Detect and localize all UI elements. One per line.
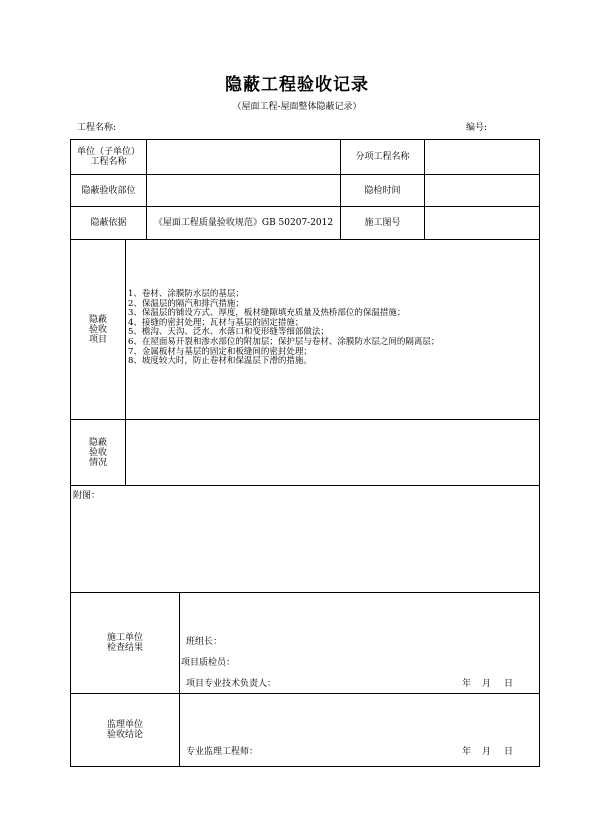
items-label: 隐蔽 验收 项目 [88, 315, 107, 345]
construction-label-line2: 检查结果 [106, 643, 143, 653]
unit-label-line1: 单位（子单位） [76, 147, 140, 157]
list-item: 7、金属板材与基层的固定和板缝间的密封处理； [128, 346, 312, 357]
date-month: 月 [482, 679, 492, 689]
row-divider [70, 239, 540, 240]
basis-value: 《屋面工程质量验收规范》GB 50207-2012 [153, 218, 334, 228]
column-divider [424, 139, 425, 239]
serial-number-label: 编号: [466, 123, 488, 133]
unit-label-line2: 工程名称 [90, 157, 127, 167]
construction-label-line1: 施工单位 [106, 633, 143, 643]
page-subtitle: （屋面工程-屋面整体隐蔽记录） [232, 102, 362, 112]
date-year: 年 [462, 679, 472, 689]
supervision-label-line1: 监理单位 [106, 720, 143, 730]
hidden-dept-label: 隐蔽验收部位 [81, 185, 136, 196]
supervisor-label: 专业监理工程师： [186, 747, 259, 757]
row-divider [70, 485, 540, 486]
quality-inspector-label: 项目质检员： [181, 658, 236, 668]
tech-leader-label: 项目专业技术负责人： [186, 679, 277, 689]
construction-unit-label [71, 593, 179, 693]
date-year: 年 [462, 747, 472, 757]
list-item: 1、卷材、涂膜防水层的基层； [128, 289, 244, 299]
list-item: 5、檐沟、天沟、泛水、水落口和变形缝等细部做法； [128, 327, 329, 338]
supervision-label-line2: 验收结论 [106, 730, 143, 740]
list-item: 6、在屋面易开裂和渗水部位的附加层；保护层与卷材、涂膜防水层之间的隔离层； [128, 336, 440, 347]
inspection-items-list [128, 290, 439, 367]
inspection-time-label: 隐检时间 [364, 185, 401, 196]
row-divider [70, 419, 540, 420]
situation-label: 隐蔽 验收 情况 [88, 438, 107, 468]
attachment-label: 附图： [73, 491, 101, 501]
date-day: 日 [504, 747, 514, 757]
unit-label [71, 140, 146, 174]
drawing-number-label: 施工图号 [364, 218, 401, 228]
basis-label: 隐蔽依据 [90, 218, 127, 228]
column-divider [125, 239, 126, 485]
supervision-unit-label [71, 694, 179, 766]
column-divider [179, 592, 180, 767]
list-item: 2、保温层的隔汽和排汽措施； [128, 298, 244, 309]
list-item: 3、保温层的铺设方式、厚度，板材缝隙填充质量及热桥部位的保温措施； [128, 308, 406, 319]
page-title: 隐蔽工程验收记录 [225, 75, 369, 95]
project-name-label: 工程名称: [77, 123, 117, 133]
date-month: 月 [482, 747, 492, 757]
list-item: 8、坡度较大时，防止卷材和保温层下滑的措施。 [128, 356, 312, 367]
date-day: 日 [504, 679, 514, 689]
list-item: 4、接缝的密封处理；瓦材与基层的固定措施； [128, 317, 304, 328]
subproject-label: 分项工程名称 [355, 152, 410, 162]
team-leader-label: 班组长： [186, 637, 223, 647]
